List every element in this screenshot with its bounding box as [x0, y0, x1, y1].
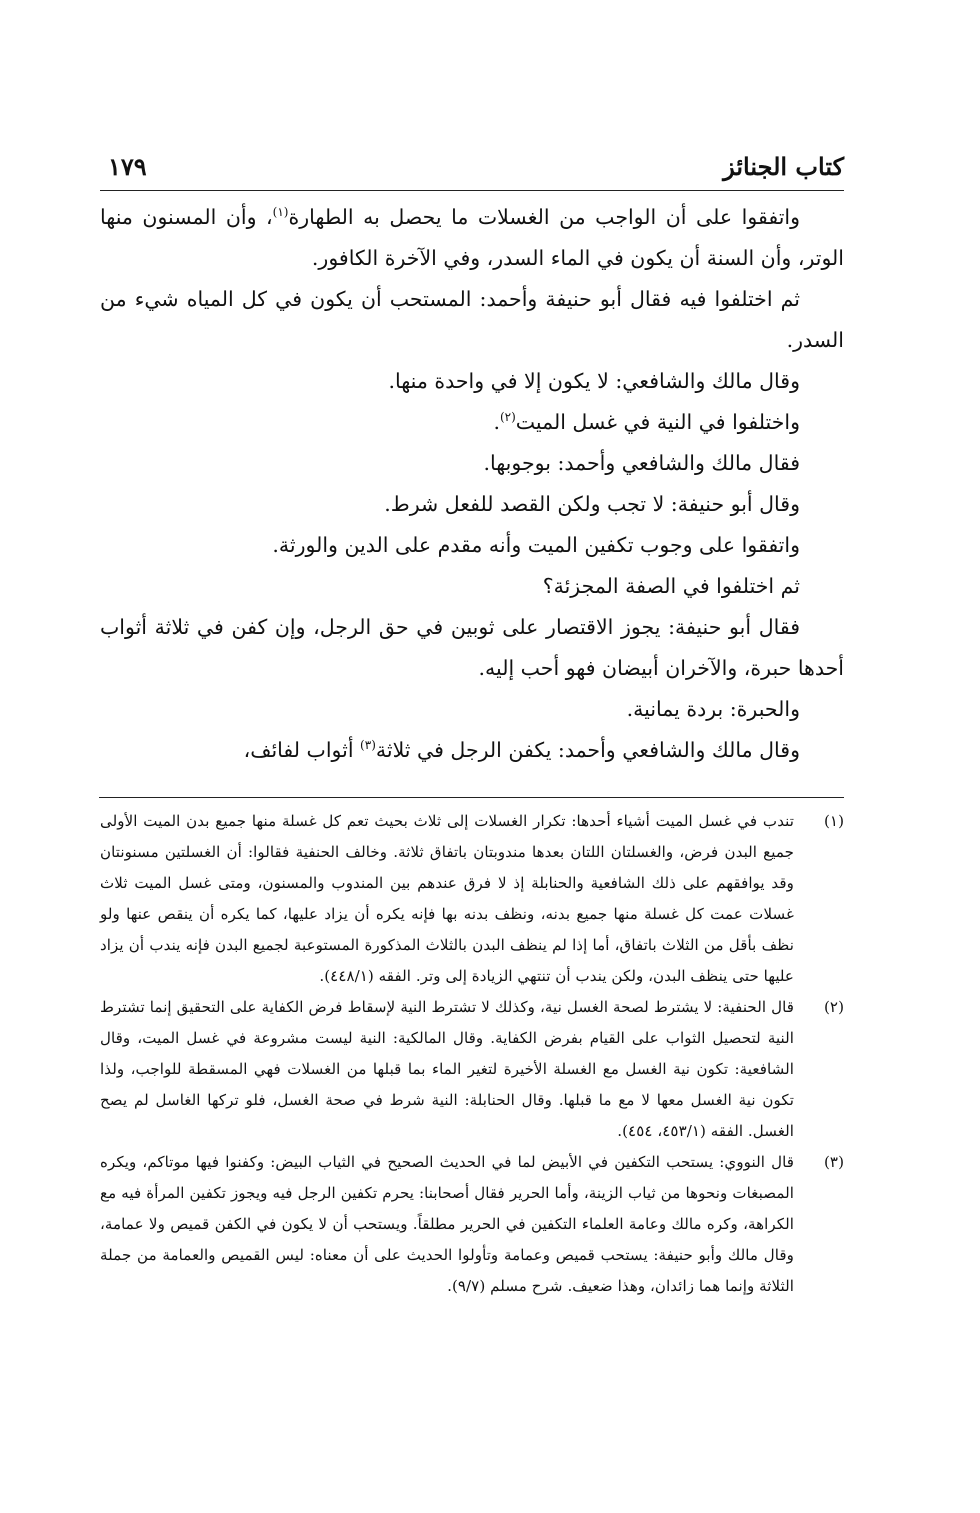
page: [100, 150, 844, 1302]
paragraph: واتفقوا على أن الواجب من الغسلات ما يحصل به الطهارة$^{(١)}$، وأن المسنون منها الوتر، وأن السنة أن يكون في الماء السدر، وفي الآخرة الكافور.: [100, 205, 844, 270]
footnotes: [100, 806, 844, 1302]
footnote-text: تندب في غسل الميت أشياء أحدها: تكرار الغسلات إلى ثلاث بحيث تعم كل غسلة منها جميع بدن الميت الأولى جميع البدن فرض، والغسلتان اللتان بعدها مندوبتان باتفاق ثلاثة. وخالف الحنفية فقالوا: أن الغسلتين مسنونتان وقد يوافقهم على ذلك الشافعية والحنابلة إذ لا فرق عندهم بين المندوب والمسنون، ومتى غسل الميت ثلاث غسلات عمت كل غسلة منها جميع بدنه، ونظف بدنه بها فإنه يكره أن يزاد عليها، كما يكره أن ينقص عنها ولو نظف بأقل من الثلاث باتفاق، أما إذا لم ينظف البدن بالثلاث المذكورة المستوعبة لجميع البدن فإنه يندب أن يزاد عليها حتى ينظف البدن، ولكن يندب أن تنتهي الزيادة إلى وتر. الفقه (٤٤٨/١).: [100, 812, 794, 985]
paragraph: وقال مالك والشافعي: لا يكون إلا في واحدة منها.: [388, 369, 800, 393]
footnote-number: (٢): [823, 998, 844, 1016]
paragraph: وقال مالك والشافعي وأحمد: يكفن الرجل في ثلاثة$^{(٣)}$ أثواب لفائف،: [243, 738, 800, 762]
footnote-ref: (٢): [499, 410, 516, 425]
footnote: [100, 992, 844, 1147]
footnote-number: (١): [823, 812, 844, 830]
paragraph: واختلفوا في النية في غسل الميت$^{(٢)}$.: [493, 410, 800, 434]
main-text: [100, 197, 844, 771]
footnote: [100, 806, 844, 992]
paragraph: والحبرة: بردة يمانية.: [626, 697, 800, 721]
page-number: ١٧٩: [108, 152, 147, 181]
footnote-ref: (٣): [360, 738, 376, 753]
paragraph: وقال أبو حنيفة: لا تجب ولكن القصد للفعل شرط.: [384, 492, 800, 516]
paragraph: واتفقوا على وجوب تكفين الميت وأنه مقدم على الدين والورثة.: [272, 533, 800, 557]
footnote-text: قال الحنفية: لا يشترط لصحة الغسل نية، وكذلك لا تشترط النية لإسقاط فرض الكفاية على التحقيق إنما تشترط النية لتحصيل الثواب على القيام بفرض الكفاية. وقال المالكية: النية ليست مشروعة في غسل الميت، وقال الشافعية: تكون نية الغسل مع الغسلة الأخيرة لتغير الماء بما قبلها من الغسلات فهي المسقطة للواجب، ولذا تكون نية الغسل معها لا مع ما قبلها. وقال الحنابلة: النية شرط في صحة الغسل، فلو تركها الغاسل لم يصح الغسل. الفقه (٤٥٣/١، ٤٥٤).: [100, 998, 794, 1140]
paragraph: فقال مالك والشافعي وأحمد: بوجوبها.: [483, 451, 800, 475]
running-title: كتاب الجنائز: [723, 152, 844, 181]
paragraph: ثم اختلفوا فيه فقال أبو حنيفة وأحمد: المستحب أن يكون في كل المياه شيء من السدر.: [100, 287, 844, 352]
footnote-text: قال النووي: يستحب التكفين في الأبيض لما في الحديث الصحيح في الثياب البيض: وكفنوا فيها موتاكم، ويكره المصبغات ونحوها من ثياب الزينة، وأما الحرير فقال أصحابنا: يحرم تكفين الرجل فيه ويجوز تكفين المرأة فيه مع الكراهة، وكره مالك وعامة العلماء التكفين في الحرير مطلقاً. ويستحب أن لا يكون في الكفن قميص ولا عمامة، وقال مالك وأبو حنيفة: يستحب قميص وعمامة وتأولوا الحديث على أن معناه: ليس القميص والعمامة من جملة الثلاثة وإنما هما زائدان، وهذا ضعيف. شرح مسلم (٩/٧).: [100, 1153, 794, 1295]
footnote-number: (٣): [823, 1153, 844, 1171]
footnote-divider: [99, 797, 844, 798]
paragraph: ثم اختلفوا في الصفة المجزئة؟: [542, 574, 800, 598]
footnote: [100, 1147, 844, 1302]
page-header: [100, 150, 844, 191]
paragraph: فقال أبو حنيفة: يجوز الاقتصار على ثوبين في حق الرجل، وإن كفن في ثلاثة أثواب أحدها حبرة، والآخران أبيضان فهو أحب إليه.: [100, 615, 844, 680]
footnote-ref: (١): [272, 205, 289, 220]
